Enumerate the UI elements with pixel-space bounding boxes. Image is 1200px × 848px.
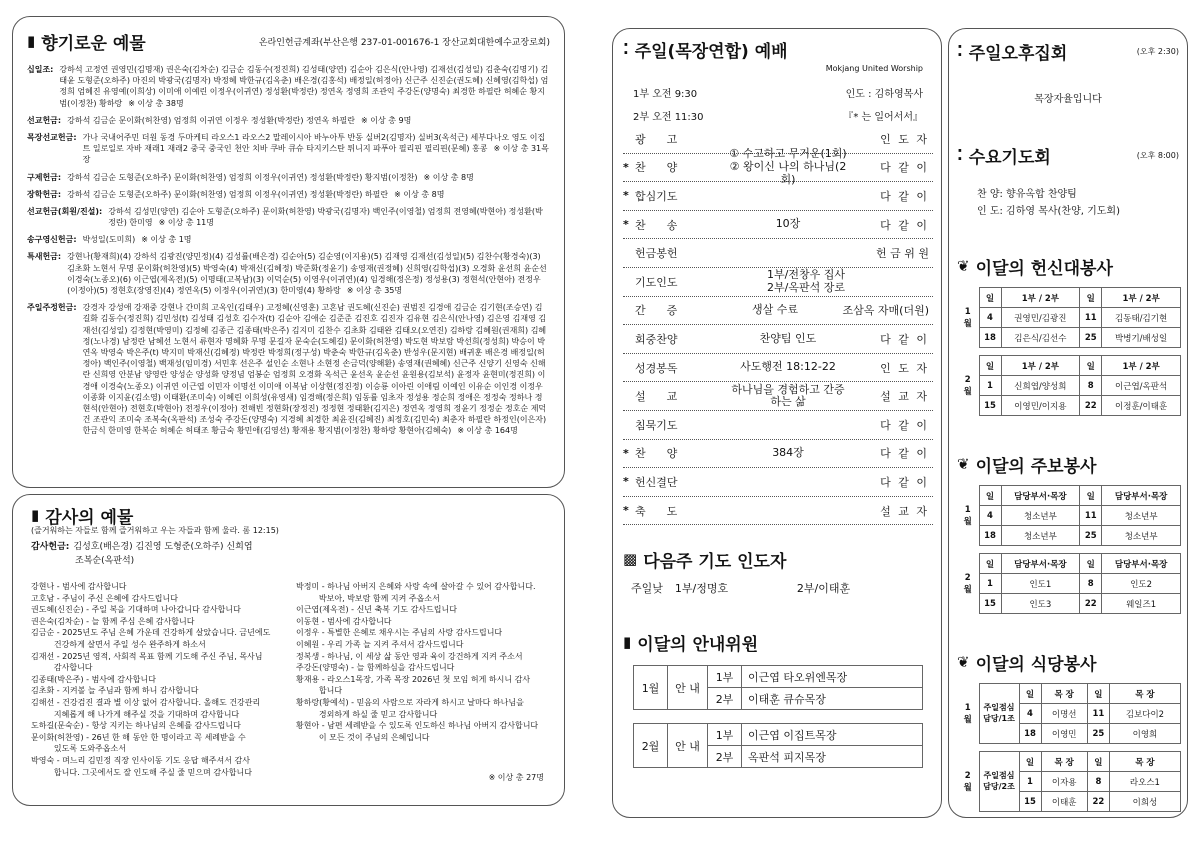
thanks-names-2: 조복순(옥판석) [75,556,135,566]
worship-leader: 다 같 이 [880,418,929,432]
bulletin-cell: 8 [1080,574,1102,594]
worship-leader: 설 교 자 [880,504,929,518]
worship-detail: 384장 [772,446,804,459]
worship-item: 기도인도 [635,275,678,289]
thanks-line: 황재용 - 라오스1목장, 가족 목장 2026년 첫 모임 허게 하시니 감사 [296,674,531,684]
kitchen-header: 목 장 [1109,752,1180,772]
bulletin-cell: 4 [979,506,1001,526]
kitchen-header: 목 장 [1109,684,1180,704]
worship-item: 설 교 [635,390,678,404]
offering-names: 가나 국내어주민 더원 동경 두마케티 라오스1 라오스2 말레이시아 바누아투 반동 실버2(김명자) 실버3(옥석근) 세부다나오 영도 이집트 일로일로 자바 재래1 재래2 중국 중국인 천안 치바 쿠바 큐슈 타지키스탄 튀니지 파푸아 필리핀 필리핀(문혜) 홍콩 [82,132,546,154]
worship-stand-note: 『* 는 일어서서』 [843,112,923,123]
thanks-line: 이동현 - 범사에 감사합니다 [296,616,392,626]
guide-name: 옥판석 피지목장 [742,746,923,768]
thanks-line: 합니다. 그곳에서도 잘 인도해 주실 줄 믿으며 감사합니다 [31,767,252,777]
guides-title-wrap [623,630,933,655]
bulletin-title: 이달의 주보봉사 [975,457,1097,477]
worship-row [623,182,933,211]
guide-part: 1부 [708,724,742,746]
kitchen-cell: 이자용 [1041,772,1087,792]
wednesday-line-2: 인 도: 김하영 목사(찬양, 기도회) [977,206,1120,217]
guide-part: 2부 [708,746,742,768]
thanks-line: 김초화 - 지켜볼 늘 주님과 함께 하니 감사합니다 [31,686,199,696]
offering-label: 주일주정헌금: [27,303,77,313]
worship-mark: * [623,446,629,460]
thanks-title: 감사의 예물 [45,508,134,528]
worship-row [623,468,933,497]
kitchen-cell: 8 [1087,772,1109,792]
worship-time-1: 1부 오전 9:30 [633,89,698,100]
service-cell: 김은식/김선수 [1001,328,1080,348]
kitchen-cell: 4 [1019,704,1041,724]
worship-item: 광 고 [635,132,678,146]
worship-order [623,125,933,525]
service-table [957,287,1181,416]
wednesday-line-1: 찬 양: 향유옥합 찬양팀 [977,189,1077,200]
worship-leader: 다 같 이 [880,161,929,175]
kitchen-table [957,683,1181,812]
offering-label: 십일조: [27,65,54,74]
worship-item: 찬 양 [635,447,678,461]
worship-detail: 1부/전창우 집사 2부/옥판석 장로 [767,268,845,294]
service-header: 1부 / 2부 [1102,288,1181,308]
guide-part: 1부 [708,666,742,688]
afternoon-text: 목장자율입니다 [1034,94,1102,105]
worship-row [623,440,933,469]
offering-names: 강하석 김금순 도형준(오하주) 문이화(허찬영) 엄정희 이정우(이귀연) 정성환(박정란) 하필란 [67,189,389,199]
thanks-line: 권은숙(김차순) - 늘 함께 주심 은혜 감사합니다 [31,616,195,626]
worship-row [623,382,933,411]
service-header: 일 [1080,288,1102,308]
worship-row [623,239,933,268]
worship-leader: 다 같 이 [880,447,929,461]
thanks-note: (즐거워하는 자들로 함께 즐거워하고 우는 자들과 함께 울라. 롬 12:15) [31,526,279,535]
offering-row [27,132,550,166]
dots-icon: ⁚ [957,146,963,164]
worship-detail: 찬양팀 인도 [759,331,817,345]
afternoon-time: (오후 2:30) [1136,47,1179,56]
service-header: 일 [979,288,1001,308]
kitchen-shift-name: 주일점심 [983,703,1015,713]
kitchen-shift-group: 담당/1조 [983,713,1015,723]
service-cell: 이근엽/옥판석 [1102,376,1181,396]
offering-label: 특새헌금: [27,252,62,262]
worship-subtitle: Mokjang United Worship [825,64,923,73]
bulletin-cell: 18 [979,526,1001,546]
offering-label: 구제헌금: [27,172,62,182]
worship-detail: 10장 [775,217,801,231]
worship-leader: 다 같 이 [880,218,929,232]
worship-detail: 생살 수료 [751,303,798,317]
bulletin-cell: 청소년부 [1001,506,1080,526]
offering-label: 목장선교헌금: [27,132,77,142]
guide-part: 2부 [708,688,742,710]
service-title-wrap [957,254,1179,279]
worship-leader: 다 같 이 [880,189,929,203]
worship-row [623,497,933,526]
service-cell: 김동태/김기현 [1102,308,1181,328]
service-cell: 4 [979,308,1001,328]
kitchen-shift [979,752,1019,812]
thanks-line: 김종태(박은주) - 범사에 감사합니다 [31,674,156,684]
worship-leader: 조삼옥 자매(더원) [842,304,929,318]
bulletin-cell: 청소년부 [1001,526,1080,546]
kitchen-cell: 이태훈 [1041,792,1087,812]
bulletin-cell: 11 [1080,506,1102,526]
service-cell: 이영민/이지용 [1001,396,1080,416]
guides-table [633,665,923,768]
offering-names: 강하석 고정연 권영민(김명재) 권은숙(김차순) 김금순 김동수(정진희) 김성태(양연) 김순아 김은식(안나영) 김재선(김성일) 김춘숙(김명기) 김태윤 도형준(오하주) 마진의 박광국(김명자) 박정혜 박한규(김옥춘) 배은경(김홍석) 배정일(허정아) 신근주 신진순(권도혜) 신혜영(김학섭) 엄정희 엄혜진 유영예(이희상) 이미애 이예린 이정우(이귀연) 정성환(박정란) 정연옥 정영희 조관익 주강돈(양명숙) 최경한 하필란 허혜순 황지범(이정찬) 황하랑 [59,65,549,108]
thanks-line: 건강하게 살면서 주일 성수 완주하게 하소서 [31,639,206,649]
worship-detail: 하나님을 경험하고 간증하는 삶 [731,382,845,409]
kitchen-cell: 이명선 [1041,704,1087,724]
offering-label: 송구영신헌금: [27,235,77,245]
service-cell: 25 [1080,328,1102,348]
thanks-line: 이근엽(제옥전) - 신년 축복 기도 감사드립니다 [296,605,457,615]
thanks-line: 황현아 - 남편 세례받을 수 있도록 인도하신 하나님 아버지 감사합니다 [296,721,539,731]
kitchen-cell: 김보다이2 [1109,704,1180,724]
service-cell: 18 [979,328,1001,348]
offering-panel [12,16,565,488]
offering-count: ※ 이상 총 38명 [128,98,184,108]
thanks-line: 이혜원 - 우리 가족 늘 지켜 주셔서 감사드립니다 [296,639,464,649]
kitchen-cell: 라오스1 [1109,772,1180,792]
thanks-names-1: 김성호(배은경) 김진영 도형준(오하주) 신희엽 [73,542,253,552]
kitchen-month: 2 월 [957,752,979,812]
bulletin-cell: 청소년부 [1102,526,1181,546]
bulletin-cell: 25 [1080,526,1102,546]
bulletin-cell: 인도3 [1001,594,1080,614]
worship-item: 찬 송 [635,218,678,232]
afternoon-title: 주일오후집회 [968,44,1068,64]
thanks-line: 김재선 - 2025년 영적, 사회적 목표 함께 기도해 주신 주님, 목사님 [31,651,263,661]
dots-icon: ⁚ [957,42,963,60]
guide-role: 안 내 [668,724,708,768]
thanks-line: 황하랑(황예석) - 믿음의 사람으로 자라게 하시고 날마다 하나님을 [296,697,524,707]
service-month: 1 월 [957,288,979,348]
guide-role: 안 내 [668,666,708,710]
service-cell: 박병기/배성일 [1102,328,1181,348]
bars-icon: ▮ [623,633,632,652]
offering-rows [27,64,550,436]
worship-panel [612,28,942,818]
service-header: 1부 / 2부 [1001,356,1080,376]
worship-leader: 헌 금 위 원 [876,247,929,261]
kitchen-cell: 22 [1087,792,1109,812]
kitchen-cell: 이영민 [1041,724,1087,744]
worship-title: 주일(목장연합) 예배 [634,42,788,62]
worship-item: 침묵기도 [635,418,678,432]
thanks-line: 감사합니다 [31,663,93,673]
offering-label: 선교헌금(회원/진설): [27,206,103,216]
offering-row [27,64,550,109]
worship-row [623,147,933,186]
heart-icon: ❦ [957,257,970,275]
worship-leader: 인 도 자 [880,361,929,375]
worship-item: 합심기도 [635,189,678,203]
offering-names: 강하석 김금순 도형준(오하주) 문이화(허찬영) 엄정희 이정우(이귀연) 정성환(박정란) 황지범(이정찬) [67,172,418,182]
offering-count: ※ 이상 총 35명 [346,286,403,295]
checker-icon: ▩ [623,550,638,569]
offering-title: 향기로운 예물 [41,34,146,54]
bulletin-header: 담당부서·목장 [1102,554,1181,574]
bars-icon: ▮ [27,32,36,50]
service-cell: 이정훈/이태훈 [1102,396,1181,416]
kitchen-title: 이달의 식당봉사 [975,655,1097,675]
offering-count: ※ 이상 총 9명 [360,115,412,125]
worship-leader: 설 교 자 [880,390,929,404]
service-header: 일 [979,356,1001,376]
guide-name: 이태훈 큐슈목장 [742,688,923,710]
thanks-line: 주강돈(양명숙) - 늘 함께하심을 감사드립니다 [296,663,455,673]
worship-detail: 사도행전 18:12-22 [740,360,836,374]
heart-icon: ❦ [957,653,970,671]
guides-title: 이달의 안내위원 [637,635,759,656]
next-prayer-1: 1부/정명호 [674,582,729,596]
offering-account: 온라인헌금계좌(부산은행 237-01-001676-1 장산교회대한예수교장로회) [258,38,550,48]
offering-names: 강경자 강성애 강재중 강현나 간미희 고옥인(김태우) 고정혜(신영훈) 고혼남 권도혜(신진순) 권범진 김경애 김금순 김기현(조승연) 김길화 김동수(정진희) 김민성(t) 김성태 김성호 김수자(t) 김순아 김애순 김준준 김진호 김진자 김유현 김은식(안나영) 김은영 김재영 김재선(김성일) 김정현(박영미) 김정혜 김종근 김종태(박은주) 김지미 김찬수 김초화 김태완 김태오(오연진) 김하랑 김혜원(권재희) 김혜정(노나경) 남정란 남혜선 노현서 류현자 명혜화 무명 문길자 문숙순(도혜길) 문이화(허찬영) 박도현 박보람 박선희(정성희) 박승이 박연옥 박영숙 박은주(t) 박지미 박재신(김혜정) 박정란 박정희(정구성) 박춘숙 박한규(김옥춘) 반성우(문지현) 배귀훈 배은경 배정일(허정아) 백인주(이영철) 백재성(임미경) 서민후 선은주 설인순 소현나 소현정 손금덕(양해환) 송영재(권혜혜) 신근주 신양기 신영숙 신해란 신희영 안분남 양영란 양성순 양성화 양정념 엄봉순 엄정희 오경화 옥석근 윤선옥 윤순선 윤원용(김보석) 윤정자 윤현미(정진희) 이경애 이경숙(노종오) 이귀연 이근엽 이민자 이명선 이미애 이복남 이상현(정진정) 이승룡 이아린 이애림 이예인 이유순 이인경 이정우 이종화 이지윤(김소영) 이태환(조미숙) 이혜린 이희성(유영새) 임경해(정은희) 임동률 임초자 정성용 정순희 정애은 정정숙 정하나 정현석(안현아) 전현호(박현아) 전정우(이정아) 전해빈 정현화(장정진) 정정현 정태환(김지은) 정연옥 정영희 정윤기 정정순 정호순 제덕건 조관익 조미숙 조복숙(옥판석) 조성숙 주강돈(양명숙) 지경혜 최경한 최윤진(김혜진) 최정호(김민숙) 최춘자 하필란 하정인(이은자) 한금식 한미영 한복순 허혜순 허태조 황금숙 황민애(김영선) 황재용 황지범(이정찬) 황하랑 황현아(김혜숙) [82,303,547,436]
bulletin-header: 일 [979,486,1001,506]
kitchen-cell: 이희성 [1109,792,1180,812]
kitchen-shift [979,684,1019,744]
kitchen-header: 목 장 [1041,684,1087,704]
offering-names: 강현나(황재희)(4) 강하석 김광진(양민정)(4) 김성률(배은경) 김순아(5) 김순영(이지용)(5) 김재영 김재선(김성일)(5) 김찬수(황경숙)(3) 김초화 노현서 무명 문이화(허찬영)(5) 박영숙(4) 박재신(김혜정) 박준화(정윤기) 송영재(권정혜) 신희영(김학섭)(3) 오경화 윤선희 윤순선 이경숙(노종오)(6) 이근엽(제옥전)(5) 이명태(고복남)(3) 이덕순(5) 이영우(이귀연)(4) 임경해(정은정) 정성용(3) 정현석(안현아) 전정우(이정아)(5) 정현호(장영진)(4) 정연옥(5) 이정우(이귀연)(3) 한미영(4) 황하랑 [67,252,547,295]
kitchen-cell: 이영희 [1109,724,1180,744]
bulletin-header: 담당부서·목장 [1102,486,1181,506]
offering-count: ※ 이상 총 11명 [158,218,215,228]
worship-title-wrap [623,37,933,62]
wednesday-time: (오후 8:00) [1136,151,1179,160]
thanks-panel [12,494,565,806]
kitchen-cell: 1 [1019,772,1041,792]
service-month: 2 월 [957,356,979,416]
worship-mark: * [623,504,629,518]
offering-row [27,251,550,296]
thanks-left-col [31,581,293,778]
service-cell: 권영민/김광진 [1001,308,1080,328]
service-header: 1부 / 2부 [1001,288,1080,308]
offering-names: 박성일(도미희) [82,235,136,245]
guide-name: 이근엽 이집트목장 [742,724,923,746]
worship-item: 회중찬양 [635,332,678,346]
bulletin-cell: 웨일즈1 [1102,594,1181,614]
worship-row [623,211,933,240]
worship-mark: * [623,160,629,174]
kitchen-shift-name: 주일점심 [983,771,1015,781]
heart-icon: ❦ [957,455,970,473]
bulletin-table [957,485,1181,614]
thanks-line: 이 모든 것이 주님의 은혜입니다 [296,732,430,742]
bulletin-cell: 청소년부 [1102,506,1181,526]
thanks-line: 지혜롭게 해 나가게 해주실 것을 기대하며 감사합니다 [31,709,240,719]
wednesday-title: 수요기도회 [968,148,1051,168]
offering-label: 선교헌금: [27,115,62,125]
offering-row [27,234,550,245]
offering-row [27,172,550,183]
service-cell: 15 [979,396,1001,416]
kitchen-month: 1 월 [957,684,979,744]
kitchen-cell: 25 [1087,724,1109,744]
next-prayer-title: 다음주 기도 인도자 [643,552,787,573]
bars-icon: ▮ [31,506,40,524]
offering-names: 강하석 김금순 문이화(허찬영) 엄정희 이귀연 이정우 정성환(박정란) 정연옥 하필란 [67,115,355,125]
service-cell: 11 [1080,308,1102,328]
thanks-line: 문이화(허찬영) - 26년 한 해 동안 한 명이라고 꼭 세례받을 수 [31,732,246,742]
worship-row [623,297,933,326]
offering-title-wrap [27,29,146,54]
next-prayer-label: 주일낮 [631,582,663,596]
offering-row [27,115,550,126]
thanks-line: 이정우 - 특별한 은혜로 채우시는 주님의 사랑 감사드립니다 [296,628,503,638]
bulletin-title-wrap [957,452,1179,477]
worship-row [623,411,933,440]
afternoon-title-wrap [957,39,1067,64]
thanks-right-col [296,581,558,743]
right-panel [948,28,1188,818]
kitchen-cell: 11 [1087,704,1109,724]
bulletin-header: 일 [1080,554,1102,574]
service-header: 1부 / 2부 [1102,356,1181,376]
offering-row [27,206,550,228]
offering-count: ※ 이상 총 8명 [423,172,474,182]
kitchen-cell: 18 [1019,724,1041,744]
thanks-line: 고호남 - 주님이 주신 은혜에 감사드립니다 [31,593,178,603]
guide-month: 2월 [634,724,668,768]
worship-leader: 인 도 자 [880,132,929,146]
bulletin-month: 2 월 [957,554,979,614]
guide-month: 1월 [634,666,668,710]
wednesday-title-wrap [957,143,1051,168]
offering-count: ※ 이상 총 31목장 [82,144,549,165]
thanks-line: 정복생 - 하나님, 이 세상 삶 동안 영과 육이 강건하게 지켜 주소서 [296,651,523,661]
thanks-line: 있도록 도와주옵소서 [31,744,126,754]
kitchen-header: 일 [1087,752,1109,772]
worship-time-2: 2부 오전 11:30 [633,112,704,123]
guide-name: 이근엽 타오위엔목장 [742,666,923,688]
dots-icon: ⁚ [623,40,629,58]
bulletin-cell: 22 [1080,594,1102,614]
worship-item: 헌금봉헌 [635,247,678,261]
kitchen-shift-group: 담당/2조 [983,781,1015,791]
bulletin-cell: 인도1 [1001,574,1080,594]
thanks-line: 박보아, 박보람 함께 지켜 주옵소서 [296,593,440,603]
bulletin-header: 담당부서·목장 [1001,554,1080,574]
next-prayer-title-wrap [623,547,933,572]
thanks-count: ※ 이상 총 27명 [488,773,544,782]
bulletin-cell: 인도2 [1102,574,1181,594]
bulletin-cell: 15 [979,594,1001,614]
worship-mark: * [623,218,629,232]
thanks-label: 감사헌금: [31,542,70,552]
thanks-line: 권도혜(신진순) - 주일 복을 기대하며 나아갑니다 감사합니다 [31,605,241,615]
worship-item: 성경봉독 [635,361,678,375]
service-cell: 22 [1080,396,1102,416]
kitchen-header: 일 [1019,684,1041,704]
worship-leader: 다 같 이 [880,475,929,489]
offering-row [27,302,550,436]
service-cell: 신희엽/양성희 [1001,376,1080,396]
thanks-line: 도하길(문숙순) - 항상 지키는 하나님의 은혜를 감사드립니다 [31,721,241,731]
worship-detail: ① 수고하고 무거운(1회) ② 왕이신 나의 하나님(2회) [729,147,847,186]
worship-item: 축 도 [635,504,678,518]
worship-item: 헌신결단 [635,475,678,489]
kitchen-header: 목 장 [1041,752,1087,772]
offering-row [27,189,550,200]
kitchen-header: 일 [1019,752,1041,772]
kitchen-header: 일 [1087,684,1109,704]
bulletin-header: 일 [979,554,1001,574]
offering-count: ※ 이상 총 1명 [141,235,192,245]
offering-label: 장학헌금: [27,189,62,199]
worship-row [623,354,933,383]
worship-item: 찬 양 [635,161,678,175]
kitchen-title-wrap [957,650,1179,675]
worship-row [623,325,933,354]
thanks-line: 김금순 - 2025년도 주님 은혜 가운데 건강하게 살았습니다. 금년에도 [31,628,271,638]
service-header: 일 [1080,356,1102,376]
offering-names: 강하석 김성민(양연) 김순아 도형준(오하주) 문이화(허찬영) 박광국(김명자) 백인주(이영철) 엄정희 전영혜(박현아) 정성환(박정란) 한미영 [108,206,543,228]
service-cell: 1 [979,376,1001,396]
bulletin-month: 1 월 [957,486,979,546]
thanks-line: 합니다 [296,686,343,696]
worship-preacher: 인도 : 김하영목사 [845,89,923,100]
thanks-line: 경외하게 하실 줄 믿고 감사합니다 [296,709,438,719]
service-title: 이달의 헌신대봉사 [975,259,1113,279]
thanks-line: 박영숙 - 며느리 김민정 직장 인사이동 기도 응답 해주셔서 감사 [31,755,250,765]
worship-item: 간 증 [635,304,678,318]
offering-count: ※ 이상 총 8명 [394,189,445,199]
bulletin-header: 담당부서·목장 [1001,486,1080,506]
worship-mark: * [623,475,629,489]
worship-leader: 다 같 이 [880,332,929,346]
service-cell: 8 [1080,376,1102,396]
worship-row [623,268,933,297]
thanks-line: 강현나 - 범사에 감사합니다 [31,582,127,591]
offering-count: ※ 이상 총 164명 [457,426,518,436]
bulletin-cell: 1 [979,574,1001,594]
thanks-line: 박정미 - 하나님 아버지 은혜와 사랑 속에 살아갈 수 있어 감사합니다. [296,582,536,591]
next-prayer-2: 2부/이태훈 [796,582,851,596]
thanks-line: 김해선 - 건강검진 결과 별 이상 없어 감사합니다. 올해도 건강관리 [31,697,261,707]
worship-mark: * [623,189,629,203]
kitchen-cell: 15 [1019,792,1041,812]
bulletin-header: 일 [1080,486,1102,506]
